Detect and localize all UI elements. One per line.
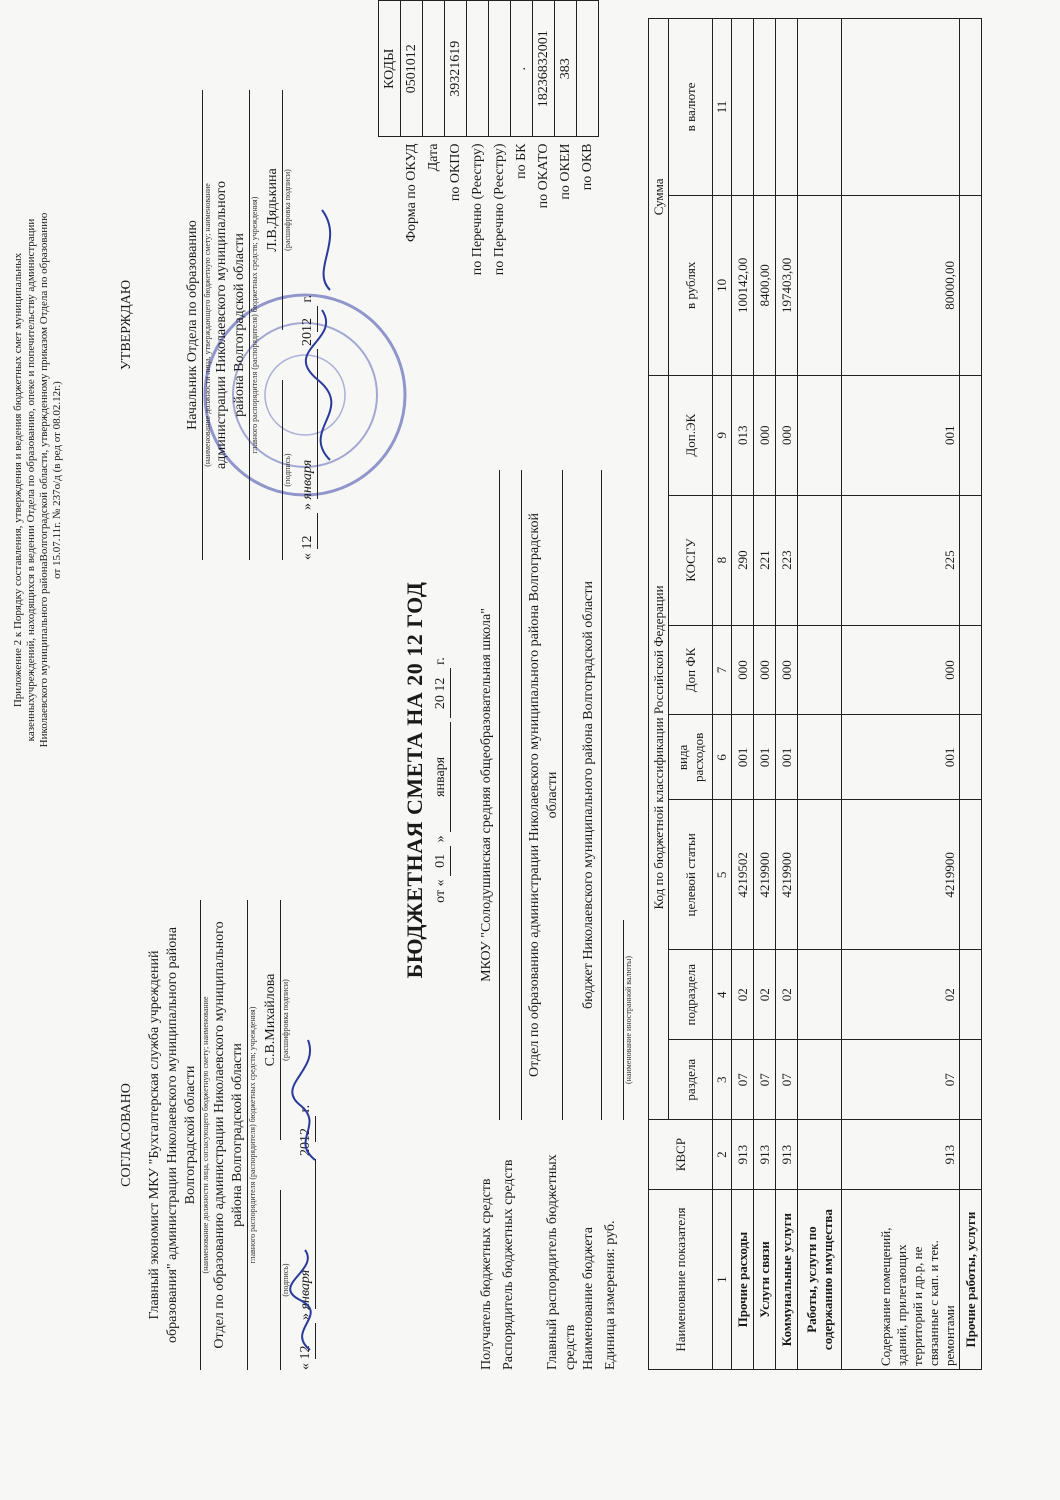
column-number: 7 [713, 625, 732, 715]
codes-label: по БК [513, 143, 529, 179]
column-number: 1 [713, 1190, 732, 1370]
agreed-date-year-prefix: 20 [298, 1142, 313, 1156]
cell-kosgu [960, 495, 982, 625]
column-number: 10 [713, 195, 732, 375]
cell-target [960, 800, 982, 950]
appendix-line: Приложение 2 к Порядку составления, утверждения и ведения бюджетных смет муниципальных [12, 252, 24, 708]
approved-date-day: 12 [299, 514, 318, 550]
currency-caption: (наименование иностранной валюты) [624, 956, 633, 1084]
title-date-year: 20 12 [432, 668, 451, 718]
approved-org: администрации Николаевского муниципального [214, 181, 229, 469]
cell-name: Прочие работы, услуги [960, 1190, 982, 1370]
cell-kvsr: 913 [732, 1120, 754, 1190]
agreed-decode-caption: (расшифровка подписи) [281, 979, 290, 1061]
codes-row [511, 1, 533, 381]
column-number: 5 [713, 800, 732, 950]
header-sum: Сумма [649, 19, 669, 376]
codes-label: Дата [425, 143, 441, 172]
budget-label: Наименование бюджета [581, 1227, 596, 1370]
agreed-heading: СОГЛАСОВАНО [119, 1083, 134, 1187]
cell-dopfk: 000 [754, 625, 776, 715]
cell-kosgu: 225 [842, 495, 960, 625]
cell-razdel [960, 1040, 982, 1120]
cell-dopfk [798, 625, 842, 715]
cell-dopfk [960, 625, 982, 715]
cell-cur [776, 19, 798, 196]
approved-signer: Л.В.Дядькина [264, 90, 283, 330]
cell-razdel: 07 [842, 1040, 960, 1120]
cell-razdel: 07 [776, 1040, 798, 1120]
approved-sign-caption: (подпись) [283, 453, 292, 487]
recipient-value: МКОУ "Солодушинская средняя общеобразовательная школа" [478, 470, 500, 1120]
header-podrazdel: подраздела [669, 950, 713, 1040]
approved-date-suffix: г. [300, 294, 315, 303]
codes-row [489, 1, 511, 381]
codes-block [378, 0, 599, 380]
table-row [754, 19, 776, 1370]
agreed-date-year: 12 [297, 1116, 316, 1142]
cell-kosgu: 221 [754, 495, 776, 625]
header-razdel: раздела [669, 1040, 713, 1120]
table-row [732, 19, 754, 1370]
cell-razdel: 07 [754, 1040, 776, 1120]
approved-decode-caption: (расшифровка подписи) [283, 169, 292, 251]
chief-value: области [544, 470, 563, 1120]
cell-rub: 100142,00 [732, 195, 754, 375]
cell-cur [960, 19, 982, 196]
cell-rub [798, 195, 842, 375]
cell-vid [960, 715, 982, 800]
agreed-date-suffix: г. [298, 1104, 313, 1113]
column-number: 2 [713, 1120, 732, 1190]
header-rub: в рублях [669, 195, 713, 375]
title-date-month: января [432, 722, 451, 832]
cell-podrazdel: 02 [754, 950, 776, 1040]
codes-value [467, 1, 489, 138]
codes-label: Форма по ОКУД [403, 143, 419, 243]
cell-razdel: 07 [732, 1040, 754, 1120]
cell-rub: 197403,00 [776, 195, 798, 375]
codes-row [467, 1, 489, 381]
codes-label: по Перечню (Реестру) [469, 143, 485, 276]
approved-heading: УТВЕРЖДАЮ [119, 279, 134, 371]
agreed-position: Волгоградской области [182, 900, 201, 1370]
cell-dopek [960, 375, 982, 495]
cell-podrazdel [798, 950, 842, 1040]
approved-date-year-prefix: 20 [300, 332, 315, 346]
cell-dopek: 000 [776, 375, 798, 495]
agreed-date: « 12 » января 2012 г. [297, 900, 316, 1370]
appendix-line: Николаевского муниципального районаВолгоградской области, утвержденному приказом Отдела по образованию [38, 212, 50, 748]
agreed-date-month: января [297, 1160, 316, 1310]
cell-vid [798, 715, 842, 800]
cell-dopfk: 000 [842, 625, 960, 715]
codes-row [401, 1, 423, 381]
codes-label: по ОКЕИ [557, 143, 573, 200]
codes-row [445, 1, 467, 381]
codes-row [555, 1, 577, 381]
codes-value [489, 1, 511, 138]
agreed-sign-caption: (подпись) [281, 1263, 290, 1297]
cell-dopek: 013 [732, 375, 754, 495]
column-number: 4 [713, 950, 732, 1040]
codes-value [577, 1, 599, 138]
codes-value [423, 1, 445, 138]
document-title: БЮДЖЕТНАЯ СМЕТА НА 20 12 ГОД [402, 581, 427, 979]
budget-table [648, 18, 982, 1370]
approved-org: района Волгоградской области [231, 90, 250, 560]
title-date-suffix: г. [433, 657, 448, 665]
approved-signature [300, 110, 350, 470]
codes-table [378, 0, 599, 380]
table-row [798, 19, 842, 1370]
cell-rub: 8400,00 [754, 195, 776, 375]
agreed-org-caption: главного распорядителя (распорядителя) бюджетных средств; учреждения) [248, 1006, 257, 1264]
recipient-label: Получатель бюджетных средств [479, 1178, 494, 1370]
codes-value: 383 [555, 1, 577, 138]
agreed-signer: С.В.Михайлова [262, 900, 281, 1140]
cell-vid: 001 [842, 715, 960, 800]
header-kvsr: КВСР [649, 1120, 713, 1190]
table-row [960, 19, 982, 1370]
approved-org-caption: главного распорядителя (распорядителя) бюджетных средств; учреждения) [250, 196, 259, 454]
cell-dopek: 001 [842, 375, 960, 495]
approved-block [118, 90, 318, 560]
chief-value: Отдел по образованию администрации Николаевского муниципального района Волгоградской [527, 513, 542, 1077]
column-number: 11 [713, 19, 732, 196]
title-date-prefix: от « [433, 879, 448, 903]
cell-podrazdel: 02 [842, 950, 960, 1040]
agreed-org: Отдел по образованию администрации Николаевского муниципального [212, 921, 227, 1349]
codes-row [577, 1, 599, 381]
cell-kvsr [798, 1120, 842, 1190]
column-number: 6 [713, 715, 732, 800]
unit-label: Единица измерения: руб. [603, 1220, 618, 1370]
codes-label: по ОКАТО [535, 143, 551, 209]
info-block [478, 470, 634, 1370]
cell-rub: 80000,00 [842, 195, 960, 375]
cell-target: 4219900 [842, 800, 960, 950]
title-block [402, 400, 451, 1160]
codes-label: по ОКПО [447, 143, 463, 202]
table-row [842, 19, 960, 1370]
cell-razdel [798, 1040, 842, 1120]
chief-label: Главный распорядитель бюджетных средств [545, 1154, 578, 1370]
appendix-note [12, 20, 64, 940]
cell-target [798, 800, 842, 950]
header-name: Наименование показателя [649, 1190, 713, 1370]
header-cur: в валюте [669, 19, 713, 196]
header-target: целевой статьи [669, 800, 713, 950]
codes-row [533, 1, 555, 381]
appendix-line: казенныхучреждений, находящихся в ведении Отдела по образованию, опеке и попечительству администрации [25, 218, 37, 742]
cell-dopfk: 000 [776, 625, 798, 715]
cell-name: Содержание помещений, зданий, прилегающих территорий и др.р, не связанные с кап. и тек. ремонтами [842, 1190, 960, 1370]
header-dopek: Доп.ЭК [669, 375, 713, 495]
cell-kvsr: 913 [754, 1120, 776, 1190]
agreed-position: Главный экономист МКУ "Бухгалтерская служба учреждений [147, 950, 162, 1320]
codes-value: 39321619 [445, 1, 467, 138]
cell-cur [754, 19, 776, 196]
budget-value: бюджет Николаевского муниципального района Волгоградской области [580, 470, 602, 1120]
cell-kosgu: 223 [776, 495, 798, 625]
agreed-position-caption: (наименование должности лица, согласующего бюджетную смету; наименование [201, 996, 210, 1274]
agreed-signature [280, 1000, 340, 1360]
codes-header: КОДЫ [379, 1, 401, 138]
codes-value: 18236832001 [533, 1, 555, 138]
agreed-date-day: 12 [297, 1324, 316, 1360]
approved-date-year: 12 [299, 306, 318, 332]
title-date-day: 01 [432, 846, 451, 876]
cell-name: Работы, услуги по содержанию имущества [798, 1190, 842, 1370]
appendix-line: от 15.07.11г. № 237о/д (в ред от 08.02.12г.) [51, 381, 63, 579]
table-row [776, 19, 798, 1370]
budget-table-wrap [648, 18, 982, 1370]
cell-rub [960, 195, 982, 375]
cell-kosgu [798, 495, 842, 625]
cell-name: Услуги связи [754, 1190, 776, 1370]
cell-dopek: 000 [754, 375, 776, 495]
codes-row [423, 1, 445, 381]
column-number: 8 [713, 495, 732, 625]
cell-cur [798, 19, 842, 196]
header-dopfk: Доп ФК [669, 625, 713, 715]
codes-value: 0501012 [401, 1, 423, 138]
cell-cur [732, 19, 754, 196]
cell-kvsr: 913 [842, 1120, 960, 1190]
cell-vid: 001 [732, 715, 754, 800]
manager-value [500, 470, 522, 1120]
header-vid: вида расходов [669, 715, 713, 800]
cell-podrazdel: 02 [776, 950, 798, 1040]
codes-value: . [511, 1, 533, 138]
cell-podrazdel: 02 [732, 950, 754, 1040]
approved-date-month: января [299, 350, 318, 500]
cell-cur [842, 19, 960, 196]
agreed-org: района Волгоградской области [229, 900, 248, 1370]
cell-target: 4219900 [776, 800, 798, 950]
cell-podrazdel [960, 950, 982, 1040]
cell-kvsr: 913 [776, 1120, 798, 1190]
approved-position-caption: (наименование должности лица, утверждающего бюджетную смету; наименование [203, 183, 212, 467]
cell-target: 4219502 [732, 800, 754, 950]
codes-label: по ОКВ [579, 143, 595, 191]
cell-kvsr [960, 1120, 982, 1190]
agreed-position: образования" администрации Николаевского муниципального района [165, 927, 180, 1343]
cell-name: Коммунальные услуги [776, 1190, 798, 1370]
cell-dopek [798, 375, 842, 495]
cell-dopfk: 000 [732, 625, 754, 715]
cell-vid: 001 [754, 715, 776, 800]
manager-label: Распорядитель бюджетных средств [501, 1159, 516, 1370]
header-code-group: Код по бюджетной классификации Российской Федерации [649, 375, 669, 1119]
cell-kosgu: 290 [732, 495, 754, 625]
cell-target: 4219900 [754, 800, 776, 950]
cell-vid: 001 [776, 715, 798, 800]
column-number: 3 [713, 1040, 732, 1120]
cell-name: Прочие расходы [732, 1190, 754, 1370]
approved-date: « 12 » января 2012 г. [299, 90, 318, 560]
title-date [432, 400, 451, 1160]
codes-label: по Перечню (Реестру) [491, 143, 507, 276]
approved-position: Начальник Отдела по образованию [184, 90, 203, 560]
title-date-mid: » [433, 835, 448, 843]
header-kosgu: КОСГУ [669, 495, 713, 625]
column-number: 9 [713, 375, 732, 495]
